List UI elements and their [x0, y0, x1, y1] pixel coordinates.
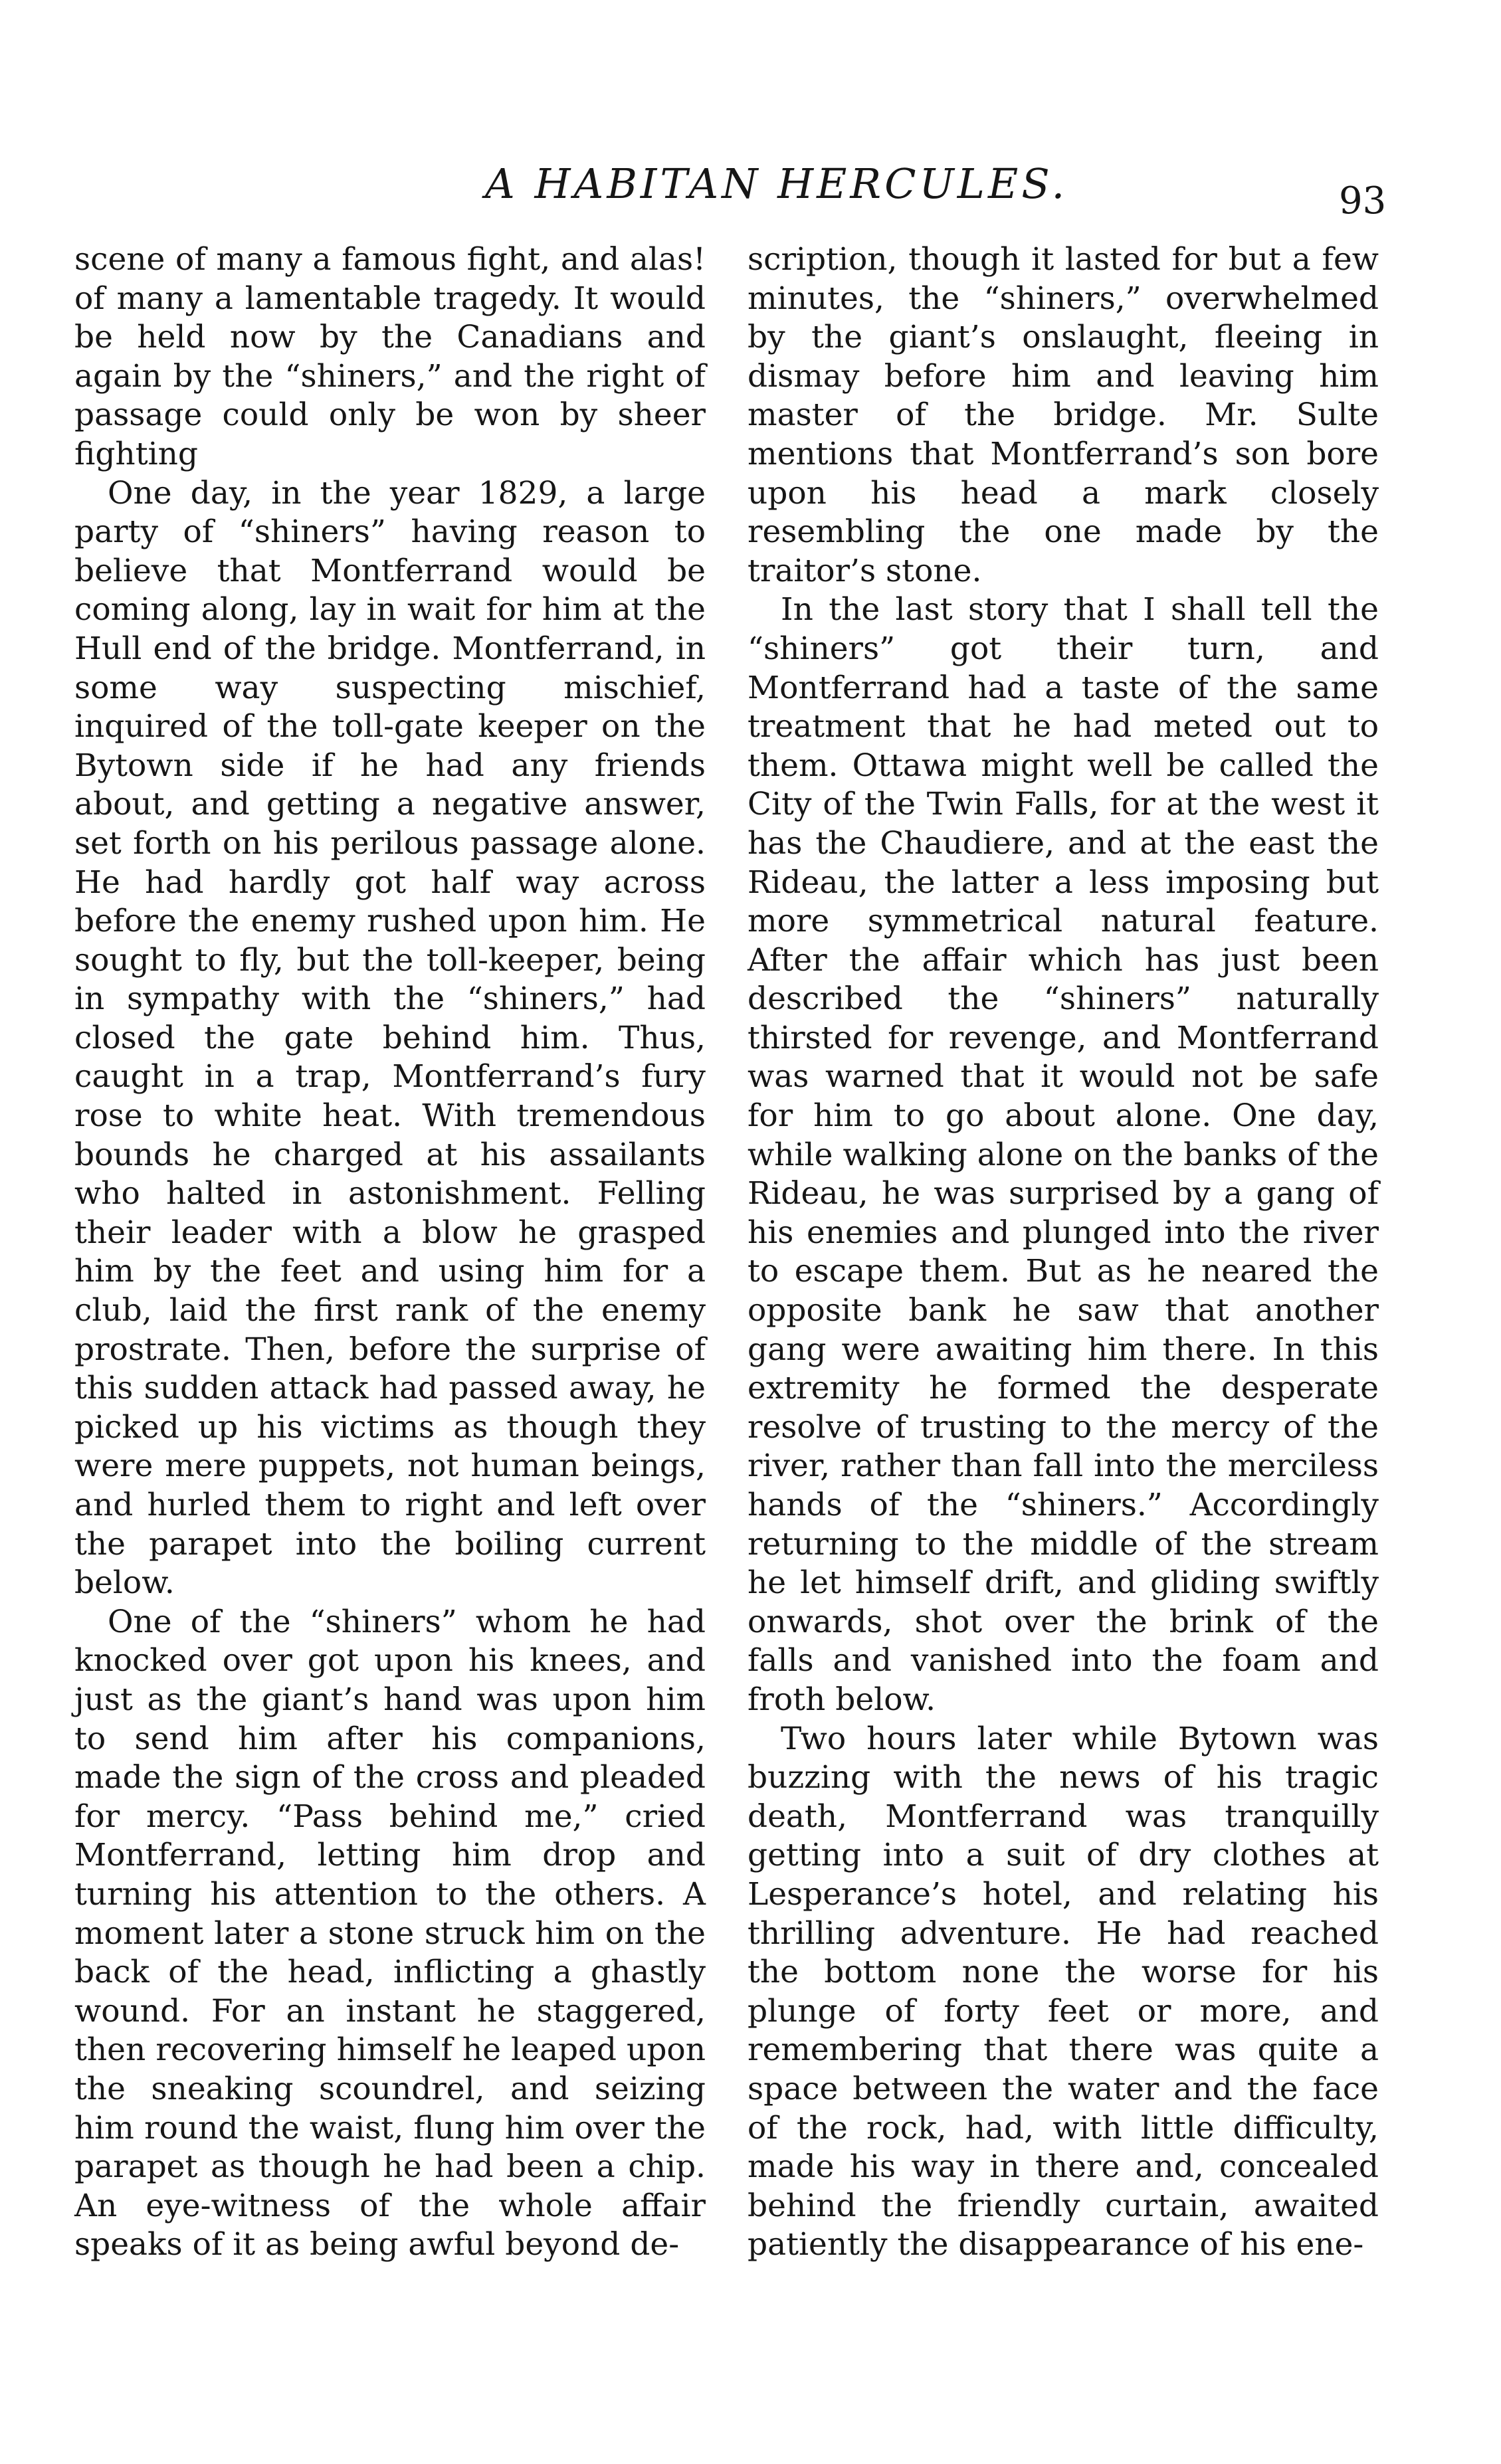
paragraph: Two hours later while Bytown was buzzing with the news of his tragic death, Montferrand was tranquilly getting into a suit of dry clothes at Lesperance’s hotel, and relating his thrilling adventure. He had reached the bottom none the worse for his plunge of forty feet or more, and remembering that there was quite a space between the water and the face of the rock, had, with little difficulty, made his way in there and, concealed behind the friendly curtain, awaited patiently the disappearance of his ene-: [748, 1720, 1379, 2263]
paragraph: One day, in the year 1829, a large party of “shiners” having reason to believe that Montferrand would be coming along, lay in wait for him at the Hull end of the bridge. Montferrand, in some way suspecting mischief, inquired of the toll-gate keeper on the Bytown side if he had any friends about, and getting a negative answer, set forth on his perilous passage alone. He had hardly got half way across before the enemy rushed upon him. He sought to fly, but the toll-keeper, being in sympathy with the “shiners,” had closed the gate behind him. Thus, caught in a trap, Montferrand’s fury rose to white heat. With tremendous bounds he charged at his assailants who halted in astonishment. Felling their leader with a blow he grasped him by the feet and using him for a club, laid the first rank of the enemy prostrate. Then, before the surprise of this sudden attack had passed away, he picked up his victims as though they were mere puppets, not human beings, and hurled them to right and left over the parapet into the boiling current below.: [74, 474, 706, 1602]
paragraph: scription, though it lasted for but a few minutes, the “shiners,” overwhelmed by the giant’s onslaught, fleeing in dismay before him and leaving him master of the bridge. Mr. Sulte mentions that Montferrand’s son bore upon his head a mark closely resembling the one made by the traitor’s stone.: [748, 241, 1379, 589]
page-header: [0, 159, 1501, 223]
paragraph: In the last story that I shall tell the “shiners” got their turn, and Montferrand had a taste of the same treatment that he had meted out to them. Ottawa might well be called the City of the Twin Falls, for at the west it has the Chaudiere, and at the east the Rideau, the latter a less imposing but more symmetrical natural feature. After the affair which has just been described the “shiners” naturally thirsted for revenge, and Montferrand was warned that it would not be safe for him to go about alone. One day, while walking alone on the banks of the Rideau, he was surprised by a gang of his enemies and plunged into the river to escape them. But as he neared the opposite bank he saw that another gang were awaiting him there. In this extremity he formed the desperate resolve of trusting to the mercy of the river, rather than fall into the merciless hands of the “shiners.” Accordingly returning to the middle of the stream he let himself drift, and gliding swiftly onwards, shot over the brink of the falls and vanished into the foam and froth below.: [748, 591, 1379, 1718]
page-number: 93: [1339, 179, 1387, 223]
left-column: [74, 240, 706, 2265]
paragraph: One of the “shiners” whom he had knocked over got upon his knees, and just as the giant’s hand was upon him to send him after his companions, made the sign of the cross and pleaded for mercy. “Pass behind me,” cried Montferrand, letting him drop and turning his attention to the others. A moment later a stone struck him on the back of the head, inflicting a ghastly wound. For an instant he staggered, then recovering himself he leaped upon the sneaking scoundrel, and seizing him round the waist, flung him over the parapet as though he had been a chip. An eye-witness of the whole affair speaks of it as being awful beyond de-: [74, 1603, 706, 2263]
paragraph: scene of many a famous fight, and alas! of many a lamentable tragedy. It would be held now by the Canadians and again by the “shiners,” and the right of passage could only be won by sheer fighting: [74, 241, 706, 472]
running-title: A HABITAN HERCULES.: [485, 159, 1068, 208]
right-column: [748, 240, 1379, 2265]
